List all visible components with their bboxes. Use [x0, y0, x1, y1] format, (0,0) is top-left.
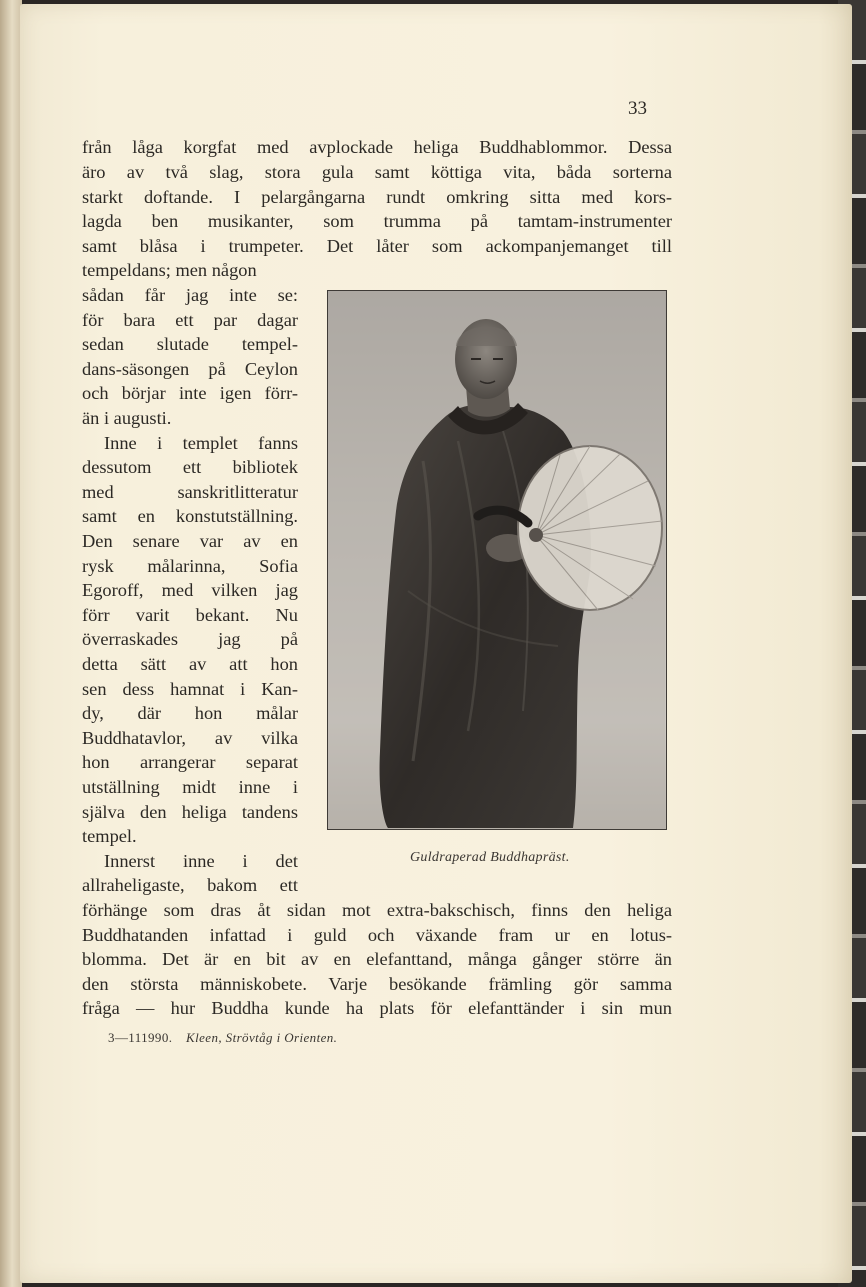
text-line: Den senare var av en: [82, 531, 298, 551]
text-line: förhänge som dras åt sidan mot extra-bakschisch, finns den heliga: [82, 900, 672, 920]
text-line: Innerst inne i det: [104, 851, 298, 871]
text-line: detta sätt av att hon: [82, 654, 298, 674]
text-line: själva den heliga tandens: [82, 802, 298, 822]
printer-signature: [108, 1030, 337, 1046]
monk-photograph: [327, 290, 667, 830]
text-line: tempel.: [82, 826, 137, 846]
text-line: med sanskritlitteratur: [82, 482, 298, 502]
text-line: dans-säsongen på Ceylon: [82, 359, 298, 379]
text-line: utställning midt inne i: [82, 777, 298, 797]
monk-illustration: [328, 291, 665, 828]
previous-page-edge: [0, 0, 22, 1287]
text-line: för bara ett par dagar: [82, 310, 298, 330]
text-line: blomma. Det är en bit av en elefanttand, många gånger större än: [82, 949, 672, 969]
signature-title: Kleen, Strövtåg i Orienten.: [186, 1030, 338, 1045]
text-line: Buddhatanden infattad i guld och växande fram ur en lotus-: [82, 925, 672, 945]
text-line: allraheligaste, bakom ett: [82, 875, 298, 895]
text-line: tempeldans; men någon: [82, 260, 257, 280]
text-line: rysk målarinna, Sofia: [82, 556, 298, 576]
text-line: förr varit bekant. Nu: [82, 605, 298, 625]
signature-number: 3—111990.: [108, 1030, 173, 1045]
text-line: från låga korgfat med avplockade heliga Buddhablommor. Dessa: [82, 137, 672, 157]
text-line: fråga — hur Buddha kunde ha plats för elefanttänder i sin mun: [82, 998, 672, 1018]
text-line: hon arrangerar separat: [82, 752, 298, 772]
text-line: starkt doftande. I pelargångarna rundt omkring sitta med kors-: [82, 187, 672, 207]
text-line: den största människobete. Varje besökande främling gör samma: [82, 974, 672, 994]
text-line: Egoroff, med vilken jag: [82, 580, 298, 600]
text-line: och börjar inte igen förr-: [82, 383, 298, 403]
text-line: Inne i templet fanns: [104, 433, 298, 453]
text-line: sen dess hamnat i Kan-: [82, 679, 298, 699]
photo-caption: Guldraperad Buddhapräst.: [410, 850, 570, 865]
text-line: dy, där hon målar: [82, 703, 298, 723]
text-line: än i augusti.: [82, 408, 172, 428]
text-line: sedan slutade tempel-: [82, 334, 298, 354]
text-line: lagda ben musikanter, som trumma på tamtam-instrumenter: [82, 211, 672, 231]
text-line: sådan får jag inte se:: [82, 285, 298, 305]
text-line: äro av två slag, stora gula samt köttiga vita, båda sorterna: [82, 162, 672, 182]
page-number: 33: [628, 98, 647, 119]
text-line: samt blåsa i trumpeter. Det låter som ackompanjemanget till: [82, 236, 672, 256]
text-line: dessutom ett bibliotek: [82, 457, 298, 477]
text-line: samt en konstutställning.: [82, 506, 298, 526]
text-line: Buddhatavlor, av vilka: [82, 728, 298, 748]
text-line: överraskades jag på: [82, 629, 298, 649]
